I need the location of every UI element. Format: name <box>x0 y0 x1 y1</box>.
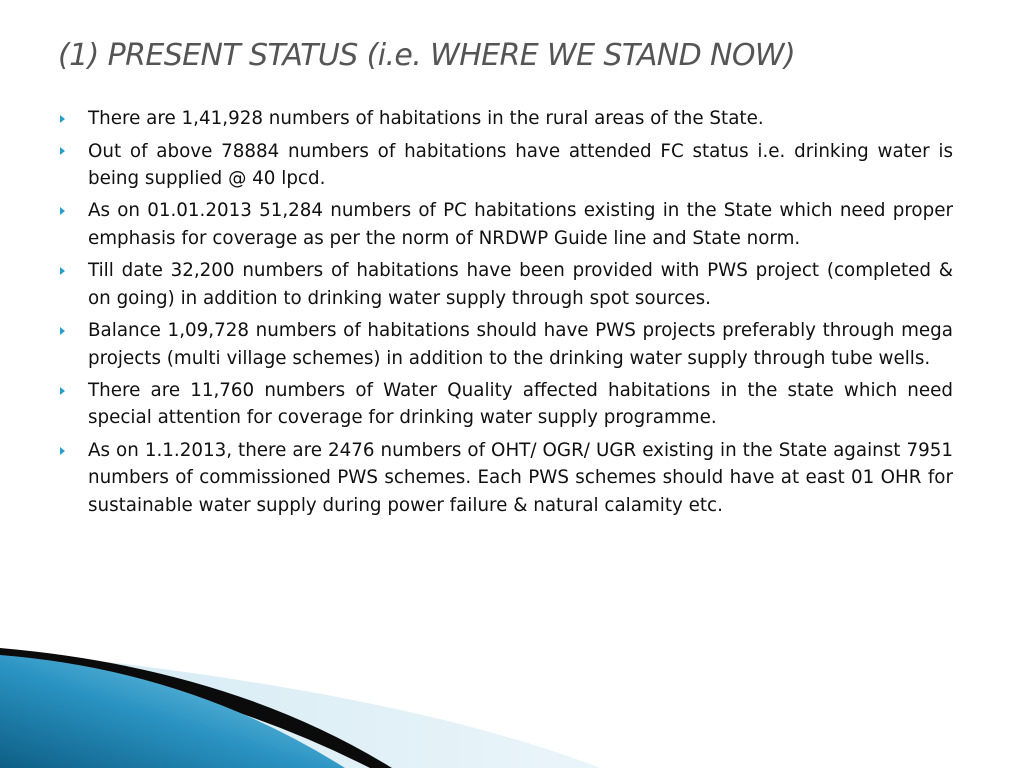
bullet-text: As on 01.01.2013 51,284 numbers of PC habitations existing in the State which need proper emphasis for coverage as per the norm of NRDWP Guide line and State norm. <box>88 200 953 249</box>
bullet-text: Till date 32,200 numbers of habitations have been provided with PWS project (completed & on going) in addition to drinking water supply through spot sources. <box>88 260 953 309</box>
bullet-text: Balance 1,09,728 numbers of habitations should have PWS projects preferably through mega projects (multi village schemes) in addition to the drinking water supply through tube wells. <box>88 320 953 369</box>
bullet-text: There are 11,760 numbers of Water Quality affected habitations in the state which need special attention for coverage for drinking water supply programme. <box>88 380 953 429</box>
slide-title: (1) PRESENT STATUS (i.e. WHERE WE STAND NOW) <box>58 38 796 73</box>
bullet-text: Out of above 78884 numbers of habitations have attended FC status i.e. drinking water is being supplied @ 40 lpcd. <box>88 140 953 189</box>
bullet-text: As on 1.1.2013, there are 2476 numbers of OHT/ OGR/ UGR existing in the State against 7951 numbers of commissioned PWS schemes. Each PWS schemes should have at east 01 OHR for sustainable water supply during power failure & natural calamity etc. <box>88 440 953 516</box>
bullet-text: There are 1,41,928 numbers of habitations in the rural areas of the State. <box>88 108 764 129</box>
